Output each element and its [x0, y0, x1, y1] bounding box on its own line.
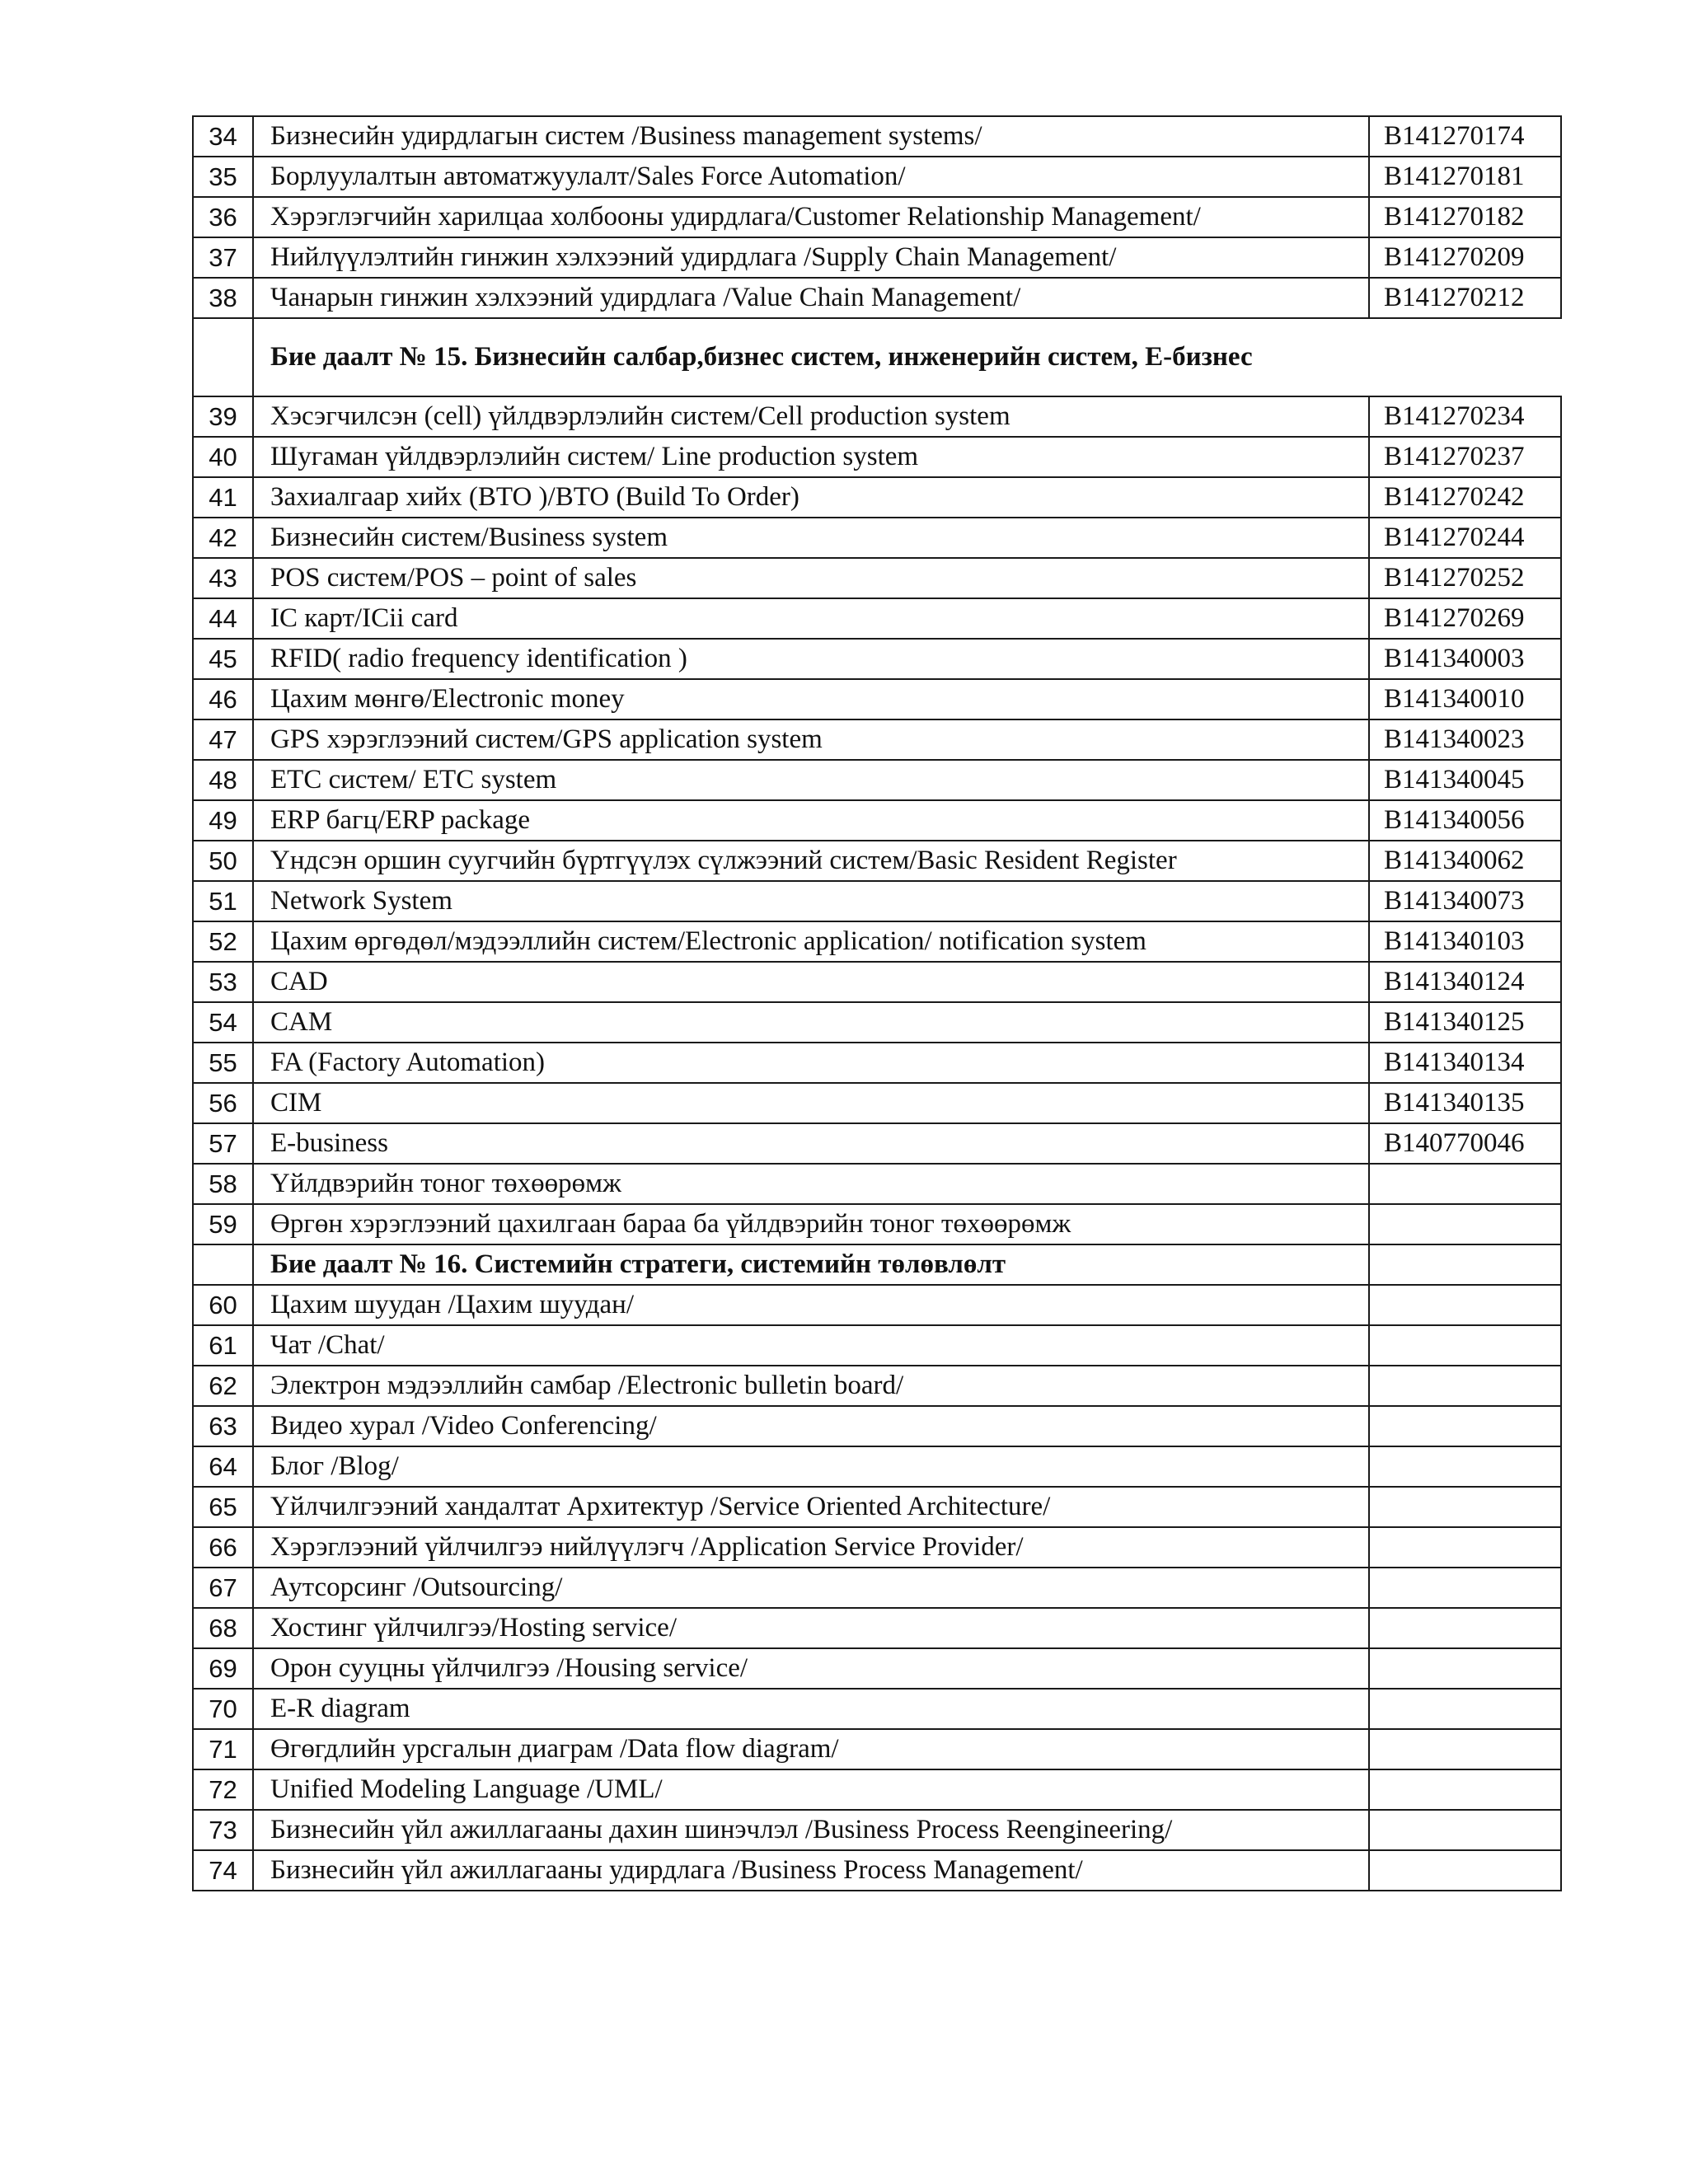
code-id: B141270234: [1369, 396, 1561, 437]
row-number: 66: [193, 1527, 253, 1568]
term-text: Өгөгдлийн урсгалын диаграм /Data flow diagram/: [253, 1729, 1369, 1769]
code-id: [1369, 1568, 1561, 1608]
term-text: CIM: [253, 1083, 1369, 1123]
table-row: [193, 881, 1561, 921]
term-text: Захиалгаар хийх (BTO )/BTO (Build To Order): [253, 477, 1369, 518]
code-id: B141270244: [1369, 518, 1561, 558]
table-row: [193, 1810, 1561, 1850]
code-id: [1369, 1648, 1561, 1689]
table-row: [193, 921, 1561, 962]
terms-table: [192, 115, 1562, 1891]
row-number: 72: [193, 1769, 253, 1810]
table-row: [193, 1204, 1561, 1244]
table-row: [193, 437, 1561, 477]
section-title: Бие даалт № 16. Системийн стратеги, системийн төлөвлөлт: [253, 1244, 1369, 1285]
table-row: [193, 1325, 1561, 1366]
code-id: B141340124: [1369, 962, 1561, 1002]
row-number: 62: [193, 1366, 253, 1406]
term-text: Үйлдвэрийн тоног төхөөрөмж: [253, 1164, 1369, 1204]
row-number: 68: [193, 1608, 253, 1648]
row-number: 34: [193, 116, 253, 157]
code-id: [1369, 1487, 1561, 1527]
code-id: [1369, 1689, 1561, 1729]
code-id: [1369, 1244, 1561, 1285]
term-text: Нийлүүлэлтийн гинжин хэлхээний удирдлага /Supply Chain Management/: [253, 237, 1369, 278]
table-row: [193, 639, 1561, 679]
term-text: Өргөн хэрэглээний цахилгаан бараа ба үйлдвэрийн тоног төхөөрөмж: [253, 1204, 1369, 1244]
term-text: CAD: [253, 962, 1369, 1002]
term-text: RFID( radio frequency identification ): [253, 639, 1369, 679]
row-number: 64: [193, 1446, 253, 1487]
term-text: Блог /Blog/: [253, 1446, 1369, 1487]
table-row: [193, 841, 1561, 881]
term-text: Аутсорсинг /Outsourcing/: [253, 1568, 1369, 1608]
code-id: B141340134: [1369, 1043, 1561, 1083]
term-text: Видео хурал /Video Conferencing/: [253, 1406, 1369, 1446]
table-row: [193, 598, 1561, 639]
table-row: [193, 1164, 1561, 1204]
code-id: B141270269: [1369, 598, 1561, 639]
table-row: [193, 157, 1561, 197]
term-text: Цахим мөнгө/Electronic money: [253, 679, 1369, 719]
row-number: 73: [193, 1810, 253, 1850]
code-id: [1369, 1527, 1561, 1568]
code-id: [1369, 1446, 1561, 1487]
term-text: Борлуулалтын автоматжуулалт/Sales Force Automation/: [253, 157, 1369, 197]
row-number: 50: [193, 841, 253, 881]
row-number: 56: [193, 1083, 253, 1123]
row-number: 36: [193, 197, 253, 237]
code-id: B141270252: [1369, 558, 1561, 598]
table-row: [193, 558, 1561, 598]
code-id: [1369, 1325, 1561, 1366]
row-number: 60: [193, 1285, 253, 1325]
table-row: [193, 1850, 1561, 1891]
row-number: 54: [193, 1002, 253, 1043]
table-row: [193, 719, 1561, 760]
term-text: Бизнесийн үйл ажиллагааны удирдлага /Business Process Management/: [253, 1850, 1369, 1891]
table-row: [193, 760, 1561, 800]
code-id: [1369, 1769, 1561, 1810]
term-text: CAM: [253, 1002, 1369, 1043]
term-text: Хэсэгчилсэн (cell) үйлдвэрлэлийн систем/Cell production system: [253, 396, 1369, 437]
term-text: Цахим шуудан /Цахим шуудан/: [253, 1285, 1369, 1325]
code-id: B141340125: [1369, 1002, 1561, 1043]
row-number: 48: [193, 760, 253, 800]
table-row: [193, 679, 1561, 719]
term-text: E-R diagram: [253, 1689, 1369, 1729]
code-id: [1369, 1608, 1561, 1648]
row-number: 67: [193, 1568, 253, 1608]
row-number: 51: [193, 881, 253, 921]
code-id: B141270212: [1369, 278, 1561, 318]
table-row: [193, 396, 1561, 437]
term-text: Шугаман үйлдвэрлэлийн систем/ Line production system: [253, 437, 1369, 477]
term-text: Бизнесийн систем/Business system: [253, 518, 1369, 558]
term-text: Unified Modeling Language /UML/: [253, 1769, 1369, 1810]
term-text: Үйлчилгээний хандалтат Архитектур /Service Oriented Architecture/: [253, 1487, 1369, 1527]
term-text: Цахим өргөдөл/мэдээллийн систем/Electronic application/ notification system: [253, 921, 1369, 962]
row-number: 42: [193, 518, 253, 558]
table-row: [193, 1043, 1561, 1083]
code-id: B141340062: [1369, 841, 1561, 881]
row-number: 47: [193, 719, 253, 760]
code-id: [1369, 1406, 1561, 1446]
row-number: 71: [193, 1729, 253, 1769]
code-id: B140770046: [1369, 1123, 1561, 1164]
term-text: ETC систем/ ETC system: [253, 760, 1369, 800]
row-number: 37: [193, 237, 253, 278]
term-text: E-business: [253, 1123, 1369, 1164]
table-row: [193, 1608, 1561, 1648]
code-id: B141270237: [1369, 437, 1561, 477]
row-number: 35: [193, 157, 253, 197]
section-heading-row: [193, 1244, 1561, 1285]
row-number: 55: [193, 1043, 253, 1083]
code-id: B141270242: [1369, 477, 1561, 518]
term-text: FA (Factory Automation): [253, 1043, 1369, 1083]
row-number: 74: [193, 1850, 253, 1891]
code-id: [1369, 1729, 1561, 1769]
term-text: Бизнесийн удирдлагын систем /Business management systems/: [253, 116, 1369, 157]
code-id: [1369, 1850, 1561, 1891]
code-id: [1369, 318, 1561, 396]
table-row: [193, 1123, 1561, 1164]
term-text: Хостинг үйлчилгээ/Hosting service/: [253, 1608, 1369, 1648]
table-row: [193, 800, 1561, 841]
code-id: B141340073: [1369, 881, 1561, 921]
code-id: B141340135: [1369, 1083, 1561, 1123]
row-number: 61: [193, 1325, 253, 1366]
row-number: 38: [193, 278, 253, 318]
code-id: B141270174: [1369, 116, 1561, 157]
table-row: [193, 1406, 1561, 1446]
row-number: 40: [193, 437, 253, 477]
row-number: 53: [193, 962, 253, 1002]
row-number: 41: [193, 477, 253, 518]
term-text: Чат /Chat/: [253, 1325, 1369, 1366]
row-number: [193, 318, 253, 396]
code-id: [1369, 1164, 1561, 1204]
term-text: Үндсэн оршин суугчийн бүртгүүлэх сүлжээний систем/Basic Resident Register: [253, 841, 1369, 881]
table-row: [193, 197, 1561, 237]
table-row: [193, 1083, 1561, 1123]
row-number: 39: [193, 396, 253, 437]
row-number: 43: [193, 558, 253, 598]
table-row: [193, 518, 1561, 558]
section-heading-row: [193, 318, 1561, 396]
code-id: B141270181: [1369, 157, 1561, 197]
row-number: 44: [193, 598, 253, 639]
code-id: [1369, 1366, 1561, 1406]
row-number: 58: [193, 1164, 253, 1204]
code-id: B141340103: [1369, 921, 1561, 962]
row-number: 52: [193, 921, 253, 962]
table-row: [193, 1527, 1561, 1568]
code-id: B141270182: [1369, 197, 1561, 237]
table-row: [193, 1729, 1561, 1769]
table-row: [193, 1285, 1561, 1325]
table-row: [193, 1002, 1561, 1043]
code-id: [1369, 1285, 1561, 1325]
term-text: ERP багц/ERP package: [253, 800, 1369, 841]
table-row: [193, 278, 1561, 318]
code-id: B141340003: [1369, 639, 1561, 679]
row-number: 45: [193, 639, 253, 679]
term-text: POS систем/POS – point of sales: [253, 558, 1369, 598]
term-text: Хэрэглээний үйлчилгээ нийлүүлэгч /Application Service Provider/: [253, 1527, 1369, 1568]
term-text: Орон сууцны үйлчилгээ /Housing service/: [253, 1648, 1369, 1689]
term-text: Электрон мэдээллийн самбар /Electronic bulletin board/: [253, 1366, 1369, 1406]
table-row: [193, 1689, 1561, 1729]
row-number: 70: [193, 1689, 253, 1729]
table-row: [193, 477, 1561, 518]
row-number: 49: [193, 800, 253, 841]
row-number: 46: [193, 679, 253, 719]
row-number: [193, 1244, 253, 1285]
table-row: [193, 116, 1561, 157]
section-title: Бие даалт № 15. Бизнесийн салбар,бизнес систем, инженерийн систем, Е-бизнес: [253, 318, 1369, 396]
table-row: [193, 237, 1561, 278]
table-row: [193, 1487, 1561, 1527]
code-id: [1369, 1810, 1561, 1850]
term-text: Хэрэглэгчийн харилцаа холбооны удирдлага/Customer Relationship Management/: [253, 197, 1369, 237]
code-id: [1369, 1204, 1561, 1244]
table-row: [193, 1568, 1561, 1608]
table-row: [193, 1648, 1561, 1689]
code-id: B141340056: [1369, 800, 1561, 841]
term-text: Бизнесийн үйл ажиллагааны дахин шинэчлэл /Business Process Reengineering/: [253, 1810, 1369, 1850]
row-number: 63: [193, 1406, 253, 1446]
row-number: 59: [193, 1204, 253, 1244]
term-text: GPS хэрэглээний систем/GPS application system: [253, 719, 1369, 760]
code-id: B141270209: [1369, 237, 1561, 278]
terms-table-body: [193, 116, 1561, 1891]
code-id: B141340023: [1369, 719, 1561, 760]
table-row: [193, 1446, 1561, 1487]
table-row: [193, 1366, 1561, 1406]
row-number: 69: [193, 1648, 253, 1689]
row-number: 57: [193, 1123, 253, 1164]
row-number: 65: [193, 1487, 253, 1527]
table-row: [193, 962, 1561, 1002]
term-text: Network System: [253, 881, 1369, 921]
code-id: B141340010: [1369, 679, 1561, 719]
table-row: [193, 1769, 1561, 1810]
code-id: B141340045: [1369, 760, 1561, 800]
term-text: Чанарын гинжин хэлхээний удирдлага /Value Chain Management/: [253, 278, 1369, 318]
term-text: IC карт/ICii card: [253, 598, 1369, 639]
